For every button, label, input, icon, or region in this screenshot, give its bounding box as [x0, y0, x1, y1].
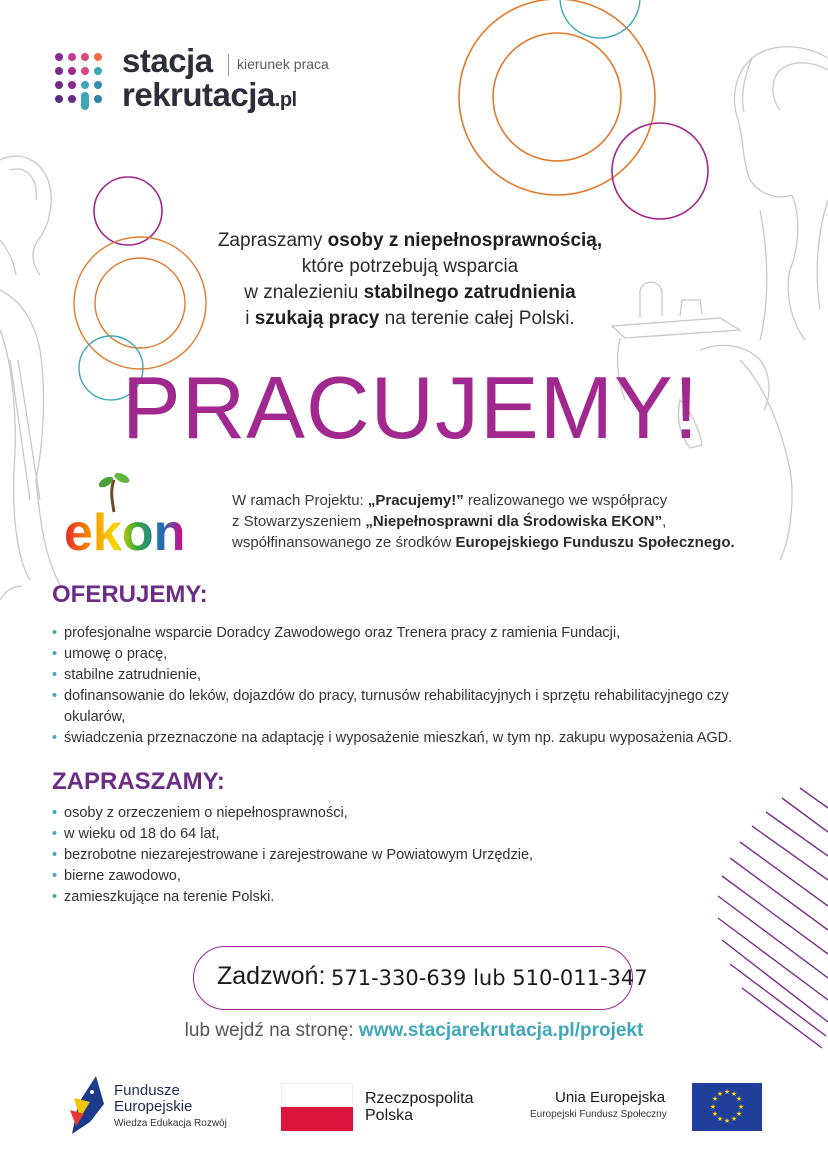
invite-title: ZAPRASZAMY: [52, 768, 225, 795]
svg-text:★: ★ [709, 1103, 717, 1111]
svg-text:★: ★ [716, 1115, 724, 1123]
unia-europejska-name: Unia Europejska [555, 1089, 666, 1106]
ekon-logo-text: ekon [64, 504, 186, 556]
list-item: • stabilne zatrudnienie, [52, 665, 772, 686]
deco-stripes [718, 788, 828, 1048]
deco-circle [560, 0, 640, 38]
list-item: • bezrobotne niezarejestrowane i zarejestrowane w Powiatowym Urzędzie, [52, 845, 692, 866]
svg-text:★: ★ [711, 1110, 719, 1118]
stacja-logo-dots-icon [54, 52, 108, 110]
website-prefix: lub wejdź na stronę: [184, 1020, 359, 1041]
website-line [0, 1020, 828, 1042]
svg-text:★: ★ [730, 1115, 738, 1123]
phone-numbers[interactable]: 571-330-639 lub 510-011-347 [331, 966, 648, 990]
eu-flag-icon [692, 1083, 762, 1131]
list-item: • zamieszkujące na terenie Polski. [52, 887, 692, 908]
figure-left-illustration [0, 156, 60, 600]
deco-circle [612, 123, 708, 219]
fundusze-europejskie-name: Fundusze Europejskie [114, 1082, 193, 1115]
ekon-logo [62, 470, 220, 556]
list-item: • profesjonalne wsparcie Doradcy Zawodowego oraz Trenera pracy z ramienia Fundacji, [52, 623, 772, 644]
svg-text:★: ★ [735, 1095, 743, 1103]
list-item: • świadczenia przeznaczone na adaptację i wyposażenie mieszkań, w tym np. zakupu wyposażenia AGD. [52, 728, 772, 749]
list-item: • osoby z orzeczeniem o niepełnosprawności, [52, 803, 692, 824]
list-item: • umowę o pracę, [52, 644, 772, 665]
svg-text:★: ★ [723, 1088, 731, 1096]
logo-separator [228, 54, 229, 76]
website-link[interactable]: www.stacjarekrutacja.pl/projekt [358, 1020, 644, 1041]
unia-europejska-subtitle: Europejski Fundusz Społeczny [530, 1109, 667, 1120]
svg-text:★: ★ [711, 1095, 719, 1103]
list-item: • w wieku od 18 do 64 lat, [52, 824, 692, 845]
offer-title: OFERUJEMY: [52, 581, 208, 608]
logo-word-rekrutacja: rekrutacja.pl [122, 76, 297, 113]
deco-circle [493, 33, 621, 161]
logo-tagline: kierunek praca [237, 56, 329, 72]
fundusze-europejskie-subtitle: Wiedza Edukacja Rozwój [114, 1118, 227, 1129]
project-description: W ramach Projektu: „Pracujemy!” realizowanego we współpracy z Stowarzyszeniem „Niepełnosprawni dla Środowiska EKON”, współfinansowanego ze środków Europejskiego Funduszu Społecznego. [232, 492, 735, 551]
polish-flag-icon [281, 1083, 353, 1131]
svg-text:★: ★ [716, 1090, 724, 1098]
intro-text: Zapraszamy osoby z niepełnosprawnością, które potrzebują wsparcia w znalezieniu stabilnego zatrudnienia i szukają pracy na terenie całej Polski. [217, 230, 603, 329]
svg-text:★: ★ [730, 1090, 738, 1098]
invite-list [52, 803, 692, 908]
list-item: • bierne zawodowo, [52, 866, 692, 887]
list-item: • dofinansowanie do leków, dojazdów do pracy, turnusów rehabilitacyjnych i sprzętu rehabilitacyjnego czy okularów, [52, 686, 772, 728]
offer-list [52, 623, 772, 749]
svg-text:★: ★ [737, 1103, 745, 1111]
logo-word-stacja: stacja [122, 42, 213, 79]
fundusze-europejskie-logo-icon [66, 1074, 106, 1136]
svg-text:★: ★ [723, 1117, 731, 1125]
svg-text:★: ★ [735, 1110, 743, 1118]
rzeczpospolita-polska-name: Rzeczpospolita Polska [365, 1090, 474, 1124]
phone-label: Zadzwoń: [217, 962, 326, 990]
headline: PRACUJEMY! [122, 358, 700, 457]
